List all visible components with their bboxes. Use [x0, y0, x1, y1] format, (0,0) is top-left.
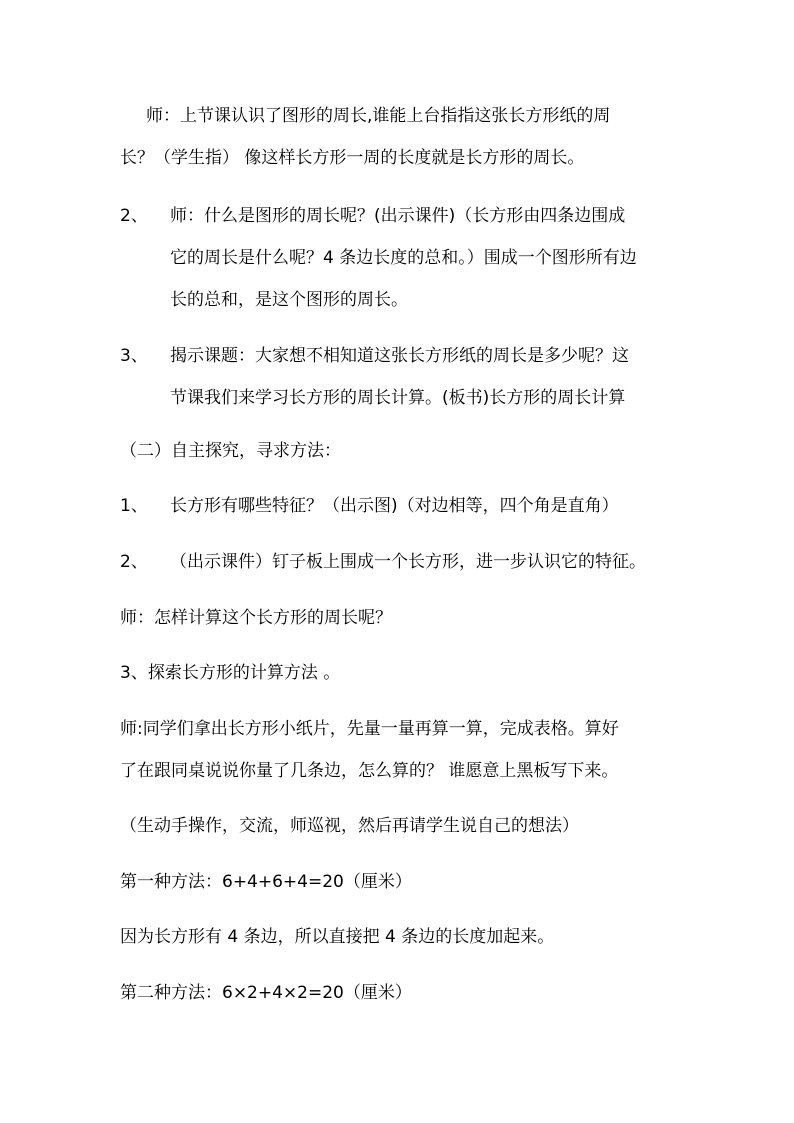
intro-line-2: 长？（学生指） 像这样长方形一周的长度就是长方形的周长。: [120, 148, 585, 168]
section-2-item-1-number: 1、: [120, 496, 148, 516]
item-3-number: 3、: [120, 346, 148, 366]
section-2-item-2-text: （出示课件）钉子板上围成一个长方形，进一步认识它的特征。: [170, 552, 646, 572]
item-2-line-2: 它的周长是什么呢？4 条边长度的总和。）围成一个图形所有边: [170, 248, 637, 268]
section-2-item-3: 3、探索长方形的计算方法 。: [120, 663, 341, 683]
teacher-instruction-line-1: 师:同学们拿出长方形小纸片，先量一量再算一算，完成表格。算好: [120, 719, 619, 739]
item-2-line-1: 师：什么是图形的周长呢？(出示课件)（长方形由四条边围成: [170, 206, 626, 226]
teacher-instruction-line-2: 了在跟同桌说说你量了几条边，怎么算的？ 谁愿意上黑板写下来。: [120, 761, 619, 781]
item-2-line-3: 长的总和，是这个图形的周长。: [170, 290, 408, 310]
section-2-heading: （二）自主探究，寻求方法：: [120, 441, 341, 461]
section-2-item-2-number: 2、: [120, 552, 148, 572]
method-2: 第二种方法：6×2+4×2=20（厘米）: [120, 983, 412, 1003]
intro-line-1: 师：上节课认识了图形的周长,谁能上台指指这张长方形纸的周: [146, 106, 611, 126]
item-3-line-2: 节课我们来学习长方形的周长计算。(板书)长方形的周长计算: [170, 388, 626, 408]
section-2-item-1-text: 长方形有哪些特征？（出示图)（对边相等，四个角是直角）: [170, 496, 619, 516]
item-3-line-1: 揭示课题：大家想不相知道这张长方形纸的周长是多少呢？这: [170, 346, 629, 366]
item-2-number: 2、: [120, 206, 148, 226]
method-1: 第一种方法：6+4+6+4=20（厘米）: [120, 872, 412, 892]
method-1-explanation: 因为长方形有 4 条边，所以直接把 4 条边的长度加起来。: [120, 927, 555, 947]
teacher-question: 师：怎样计算这个长方形的周长呢？: [120, 608, 392, 628]
student-activity: （生动手操作，交流，师巡视，然后再请学生说自己的想法）: [120, 816, 579, 836]
